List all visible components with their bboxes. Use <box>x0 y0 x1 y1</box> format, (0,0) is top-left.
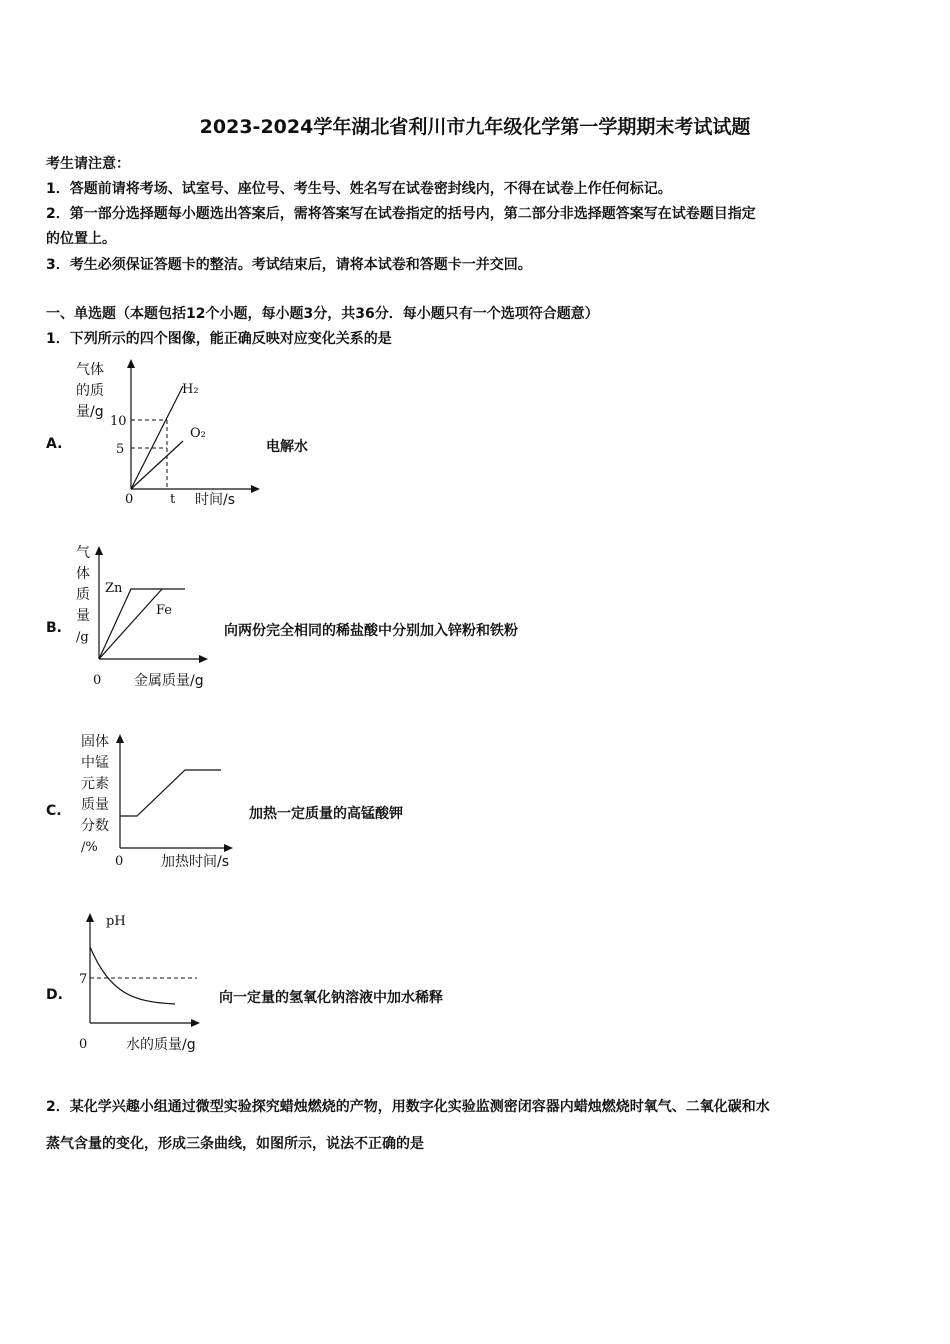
graph-c-curve <box>120 770 221 816</box>
option-b-graph <box>70 540 230 695</box>
graph-b-ylabel-5: /g <box>76 630 89 645</box>
graph-d-ytick-7: 7 <box>79 972 88 987</box>
graph-d-x-arrow <box>191 1019 200 1027</box>
option-d-label: D. <box>46 987 63 1003</box>
graph-d-origin: 0 <box>79 1037 88 1052</box>
notice-item-1: 1．答题前请将考场、试室号、座位号、考生号、姓名写在试卷密封线内，不得在试卷上作任何标记。 <box>46 181 672 197</box>
graph-a-ylabel-1: 气体 <box>76 362 104 378</box>
question-2-line-2: 蒸气含量的变化，形成三条曲线，如图所示，说法不正确的是 <box>46 1136 424 1152</box>
option-b-desc: 向两份完全相同的稀盐酸中分别加入锌粉和铁粉 <box>224 623 518 639</box>
graph-b-x-arrow <box>199 655 208 663</box>
graph-a-ytick-10: 10 <box>110 414 127 429</box>
graph-a-h2-line <box>131 386 183 489</box>
graph-b-label-fe: Fe <box>156 603 173 618</box>
graph-c-ylabel-6: /% <box>81 840 98 855</box>
graph-a-label-o2: O₂ <box>190 426 206 441</box>
question-1-stem: 1．下列所示的四个图像，能正确反映对应变化关系的是 <box>46 331 392 347</box>
graph-a-ytick-5: 5 <box>116 442 125 457</box>
graph-b-label-zn: Zn <box>105 581 123 596</box>
graph-b-ylabel-2: 体 <box>76 566 90 582</box>
graph-b-ylabel-4: 量 <box>76 608 90 624</box>
graph-d-ylabel: pH <box>106 914 126 929</box>
graph-b-xlabel: 金属质量/g <box>134 673 204 689</box>
graph-c-y-arrow <box>116 734 124 743</box>
graph-c-ylabel-1: 固体 <box>81 734 109 750</box>
page-title: 2023-2024学年湖北省利川市九年级化学第一学期期末考试试题 <box>199 116 751 138</box>
graph-b-fe-line <box>99 589 162 659</box>
graph-a-label-h2: H₂ <box>182 382 199 397</box>
graph-a-x-arrow <box>251 485 260 493</box>
graph-b-origin: 0 <box>93 673 102 688</box>
graph-c-origin: 0 <box>115 854 124 869</box>
section-heading: 一、单选题（本题包括12个小题，每小题3分，共36分．每小题只有一个选项符合题意） <box>46 306 599 322</box>
graph-a-xlabel: 时间/s <box>195 492 236 508</box>
option-d-graph <box>72 905 222 1060</box>
graph-c-x-arrow <box>224 844 233 852</box>
notice-heading: 考生请注意： <box>46 156 130 172</box>
graph-c-ylabel-4: 质量 <box>81 797 109 813</box>
graph-a-ylabel-2: 的质 <box>76 383 104 399</box>
option-a-graph <box>70 355 270 515</box>
graph-c-ylabel-5: 分数 <box>81 818 109 834</box>
option-b-label: B. <box>46 620 62 636</box>
option-a-label: A. <box>46 436 63 452</box>
graph-b-zn-line <box>99 589 185 659</box>
graph-b-ylabel-1: 气 <box>76 545 90 561</box>
graph-a-ylabel-3: 量/g <box>76 404 104 420</box>
graph-d-y-arrow <box>86 913 94 922</box>
graph-a-y-arrow <box>127 359 135 368</box>
graph-a-origin: 0 <box>125 492 134 507</box>
option-c-desc: 加热一定质量的高锰酸钾 <box>249 806 403 822</box>
graph-d-xlabel: 水的质量/g <box>126 1037 196 1053</box>
option-c-graph <box>75 728 255 878</box>
question-2-line-1: 2．某化学兴趣小组通过微型实验探究蜡烛燃烧的产物，用数字化实验监测密闭容器内蜡烛燃烧时氧气、二氧化碳和水 <box>46 1099 770 1115</box>
graph-a-xtick-t: t <box>170 492 176 507</box>
graph-c-xlabel: 加热时间/s <box>161 854 230 870</box>
graph-b-ylabel-3: 质 <box>76 587 90 603</box>
graph-b-y-arrow <box>95 546 103 555</box>
graph-c-ylabel-3: 元素 <box>81 776 109 792</box>
notice-item-2: 2．第一部分选择题每小题选出答案后，需将答案写在试卷指定的括号内，第二部分非选择题答案写在试卷题目指定 <box>46 206 756 222</box>
option-c-label: C. <box>46 803 62 819</box>
graph-c-ylabel-2: 中锰 <box>81 755 109 771</box>
notice-item-3: 3．考生必须保证答题卡的整洁。考试结束后，请将本试卷和答题卡一并交回。 <box>46 257 532 273</box>
option-d-desc: 向一定量的氢氧化钠溶液中加水稀释 <box>219 990 443 1006</box>
notice-item-2-cont: 的位置上。 <box>46 231 116 247</box>
option-a-desc: 电解水 <box>266 439 308 455</box>
graph-d-curve <box>90 947 175 1004</box>
